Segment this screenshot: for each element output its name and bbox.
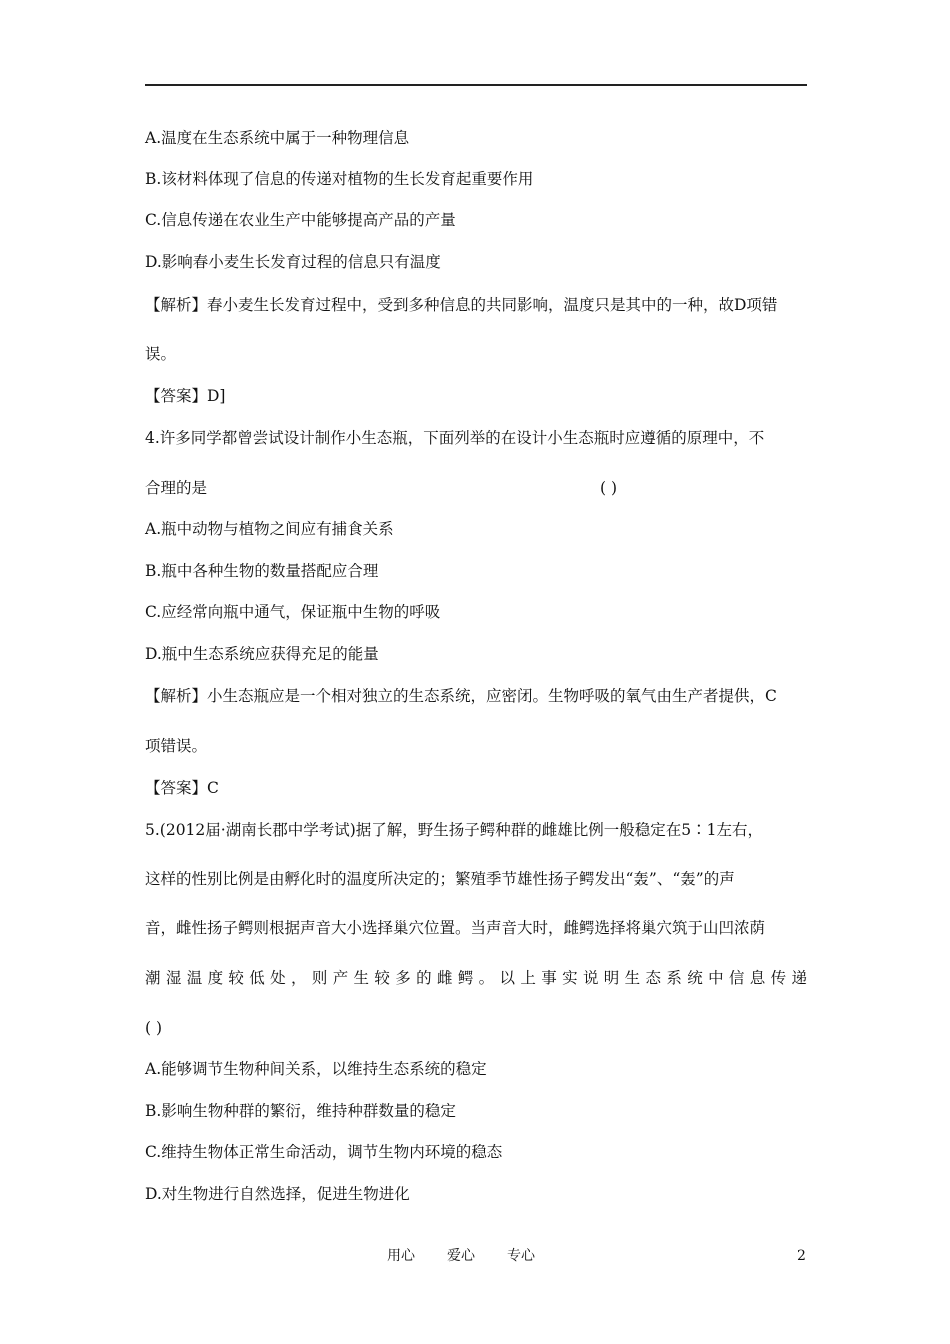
page-number: 2: [797, 1248, 806, 1264]
q4-analysis-line-2: 项错误。: [145, 737, 208, 755]
q4-option-a: A.瓶中动物与植物之间应有捕食关系: [145, 520, 394, 538]
q5-stem-line-4: 潮湿温度较低处，则产生较多的雌鳄。以上事实说明生态系统中信息传递: [145, 969, 807, 987]
q4-stem-line-1: 4.许多同学都曾尝试设计制作小生态瓶，下面列举的在设计小生态瓶时应遵循的原理中，不: [145, 429, 765, 447]
q3-option-b: B.该材料体现了信息的传递对植物的生长发育起重要作用: [145, 170, 534, 188]
q5-stem-line-1: 5.(2012届·湖南长郡中学考试)据了解，野生扬子鳄种群的雌雄比例一般稳定在5∶1左右，: [145, 821, 763, 839]
q4-answer: 【答案】C: [145, 779, 219, 797]
footer-slogan-3: 专心: [507, 1248, 535, 1264]
q3-option-d: D.影响春小麦生长发育过程的信息只有温度: [145, 253, 441, 271]
q5-stem-line-2: 这样的性别比例是由孵化时的温度所决定的；繁殖季节雄性扬子鳄发出“轰”、“轰”的声: [145, 870, 735, 888]
q4-option-b: B.瓶中各种生物的数量搭配应合理: [145, 562, 379, 580]
q4-option-c: C.应经常向瓶中通气，保证瓶中生物的呼吸: [145, 603, 441, 621]
q3-answer: 【答案】D]: [145, 387, 226, 405]
q3-option-c: C.信息传递在农业生产中能够提高产品的产量: [145, 211, 456, 229]
q3-analysis-line-1: 【解析】春小麦生长发育过程中，受到多种信息的共同影响，温度只是其中的一种，故D项错: [145, 296, 778, 314]
q3-analysis-line-2: 误。: [145, 345, 177, 363]
footer-slogan-2: 爱心: [447, 1248, 475, 1264]
q5-option-b: B.影响生物种群的繁衍，维持种群数量的稳定: [145, 1102, 456, 1120]
q5-option-c: C.维持生物体正常生命活动，调节生物内环境的稳态: [145, 1143, 503, 1161]
header-rule: [145, 84, 807, 86]
footer-slogan-1: 用心: [387, 1248, 415, 1264]
q3-option-a: A.温度在生态系统中属于一种物理信息: [145, 129, 410, 147]
q5-option-d: D.对生物进行自然选择，促进生物进化: [145, 1185, 410, 1203]
q4-stem-line-2: 合理的是: [145, 479, 208, 497]
q5-answer-blank: ( ): [145, 1019, 163, 1037]
q5-stem-line-3: 音，雌性扬子鳄则根据声音大小选择巢穴位置。当声音大时，雌鳄选择将巢穴筑于山凹浓荫: [145, 919, 766, 937]
q4-option-d: D.瓶中生态系统应获得充足的能量: [145, 645, 379, 663]
q4-answer-blank: ( ): [600, 479, 618, 497]
q5-option-a: A.能够调节生物种间关系，以维持生态系统的稳定: [145, 1060, 487, 1078]
q4-analysis-line-1: 【解析】小生态瓶应是一个相对独立的生态系统，应密闭。生物呼吸的氧气由生产者提供，C: [145, 687, 777, 705]
